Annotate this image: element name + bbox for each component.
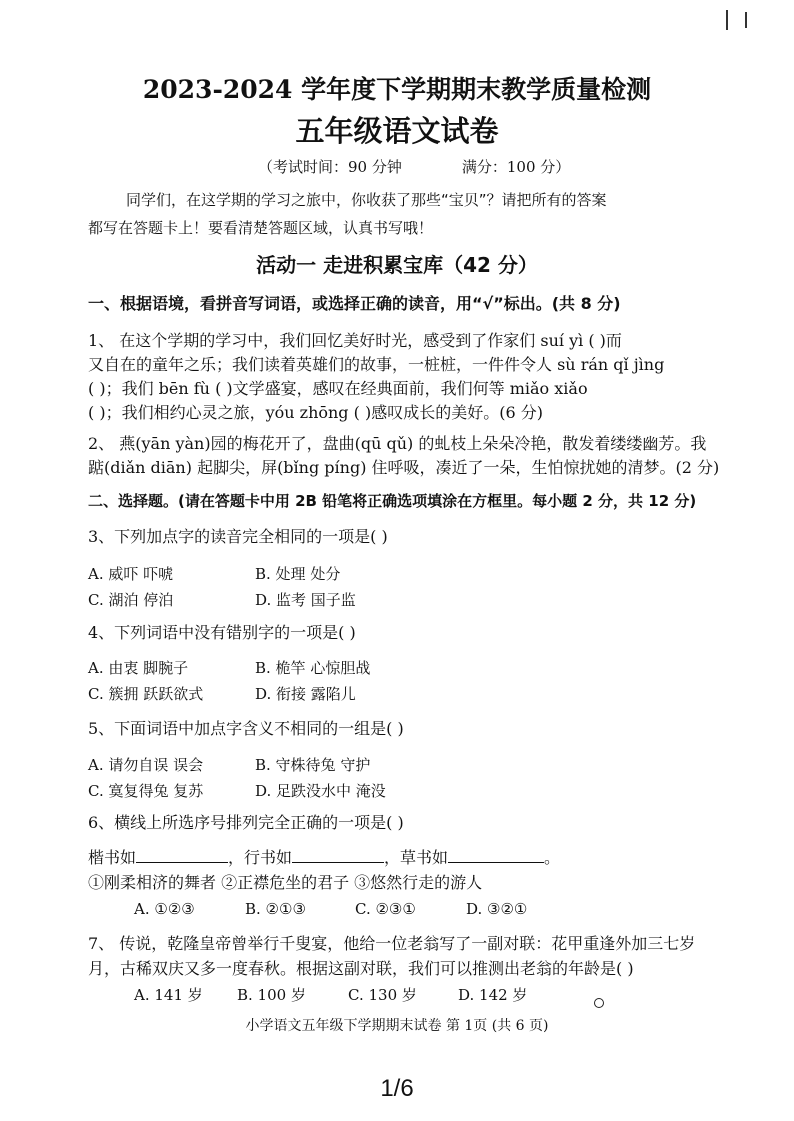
q2-line-2: 踮(diǎn diān) 起脚尖，屏(bǐng píng) 住呼吸，凑近了一朵，生怕惊扰她的清梦。(2 分) xyxy=(88,458,720,477)
q3-option-b: B. 处理 处分 xyxy=(255,565,341,583)
exam-subtitle: 五年级语文试卷 xyxy=(295,114,499,148)
intro-line-2: 都写在答题卡上！要看清楚答题区域，认真书写哦！ xyxy=(88,219,434,237)
q6-blank-1[interactable] xyxy=(136,848,228,863)
q6-option-a: A. ①②③ xyxy=(134,900,195,918)
q1-line-4: ( )；我们相约心灵之旅，yóu zhōng ( )感叹成长的美好。(6 分) xyxy=(88,403,543,422)
q1-line-3: ( )；我们 bēn fù ( )文学盛宴，感叹在经典面前，我们何等 miǎo xiǎo xyxy=(88,379,588,398)
q5-option-b: B. 守株待兔 守护 xyxy=(255,756,371,774)
q3-option-d: D. 监考 国子监 xyxy=(255,591,356,609)
q1-line-2: 又自在的童年之乐；我们读着英雄们的故事，一桩桩，一件件令人 sù rán qǐ jìng xyxy=(88,355,665,374)
q6-blank-3[interactable] xyxy=(448,848,544,863)
q7-option-a: A. 141 岁 xyxy=(134,986,203,1004)
q3-stem: 3、下列加点字的读音完全相同的一项是( ) xyxy=(88,527,388,546)
exam-score: 满分：100 分） xyxy=(461,158,571,176)
q2-line-1: 2、 燕(yān yàn)园的梅花开了，盘曲(qū qǔ) 的虬枝上朵朵冷艳，散发着缕缕幽芳。我 xyxy=(88,434,707,453)
page-indicator: 1/6 xyxy=(380,1075,414,1102)
section-2-title: 二、选择题。(请在答题卡中用 2B 铅笔将正确选项填涂在方框里。每小题 2 分，共 12 分) xyxy=(88,492,697,510)
q6-stem: 6、横线上所选序号排列完全正确的一项是( ) xyxy=(88,813,404,832)
q5-option-c: C. 寞复得兔 复苏 xyxy=(88,782,204,800)
q5-option-d: D. 足跌没水中 淹没 xyxy=(255,782,386,800)
q7-line-1: 7、 传说，乾隆皇帝曾举行千叟宴，他给一位老翁写了一副对联：花甲重逢外加三七岁 xyxy=(88,934,696,953)
activity-heading: 活动一 走进积累宝库（42 分） xyxy=(256,253,538,277)
q4-option-b: B. 桅竿 心惊胆战 xyxy=(255,659,371,677)
q6-fill-line xyxy=(88,848,560,868)
q6-choices: ①刚柔相济的舞者 ②正襟危坐的君子 ③悠然行走的游人 xyxy=(88,873,483,892)
exam-title: 2023-2024 学年度下学期期末教学质量检测 xyxy=(142,75,652,104)
q7-option-c: C. 130 岁 xyxy=(348,986,417,1004)
q6-option-b: B. ②①③ xyxy=(245,900,306,918)
q5-option-a: A. 请勿自误 误会 xyxy=(88,756,204,774)
q1-line-1: 1、 在这个学期的学习中，我们回忆美好时光，感受到了作家们 suí yì ( )而 xyxy=(88,331,622,350)
q6-option-d: D. ③②① xyxy=(466,900,528,918)
q4-option-a: A. 由衷 脚腕子 xyxy=(88,659,189,677)
q6-option-c: C. ②③① xyxy=(355,900,416,918)
q4-stem: 4、下列词语中没有错别字的一项是( ) xyxy=(88,623,356,642)
q3-option-a: A. 威吓 吓唬 xyxy=(88,565,174,583)
scan-mark xyxy=(745,12,747,28)
exam-time: （考试时间：90 分钟 xyxy=(258,158,402,176)
section-1-title: 一、根据语境，看拼音写词语，或选择正确的读音，用“√”标出。(共 8 分) xyxy=(88,294,621,313)
q7-line-2: 月，古稀双庆又多一度春秋。根据这副对联，我们可以推测出老翁的年龄是( ) xyxy=(88,959,634,978)
q6-blank-2[interactable] xyxy=(292,848,384,863)
scan-mark xyxy=(726,10,728,30)
q5-stem: 5、下面词语中加点字含义不相同的一组是( ) xyxy=(88,719,404,738)
exam-meta xyxy=(258,157,570,177)
q7-option-b: B. 100 岁 xyxy=(237,986,306,1004)
page-footer: 小学语文五年级下学期期末试卷 第 1页 (共 6 页) xyxy=(245,1018,549,1034)
ink-dot-icon xyxy=(594,998,604,1008)
q6-fill-label-a: 楷书如 xyxy=(88,848,137,867)
q3-option-c: C. 湖泊 停泊 xyxy=(88,591,174,609)
q4-option-d: D. 衔接 露陷儿 xyxy=(255,685,356,703)
q4-option-c: C. 簇拥 跃跃欲式 xyxy=(88,685,204,703)
q6-fill-end: 。 xyxy=(544,848,561,867)
intro-line-1: 同学们，在这学期的学习之旅中，你收获了那些“宝贝”？请把所有的答案 xyxy=(126,191,607,209)
q6-fill-label-b: ，行书如 xyxy=(228,848,293,867)
q7-option-d: D. 142 岁 xyxy=(458,986,528,1004)
q6-fill-label-c: ，草书如 xyxy=(384,848,449,867)
